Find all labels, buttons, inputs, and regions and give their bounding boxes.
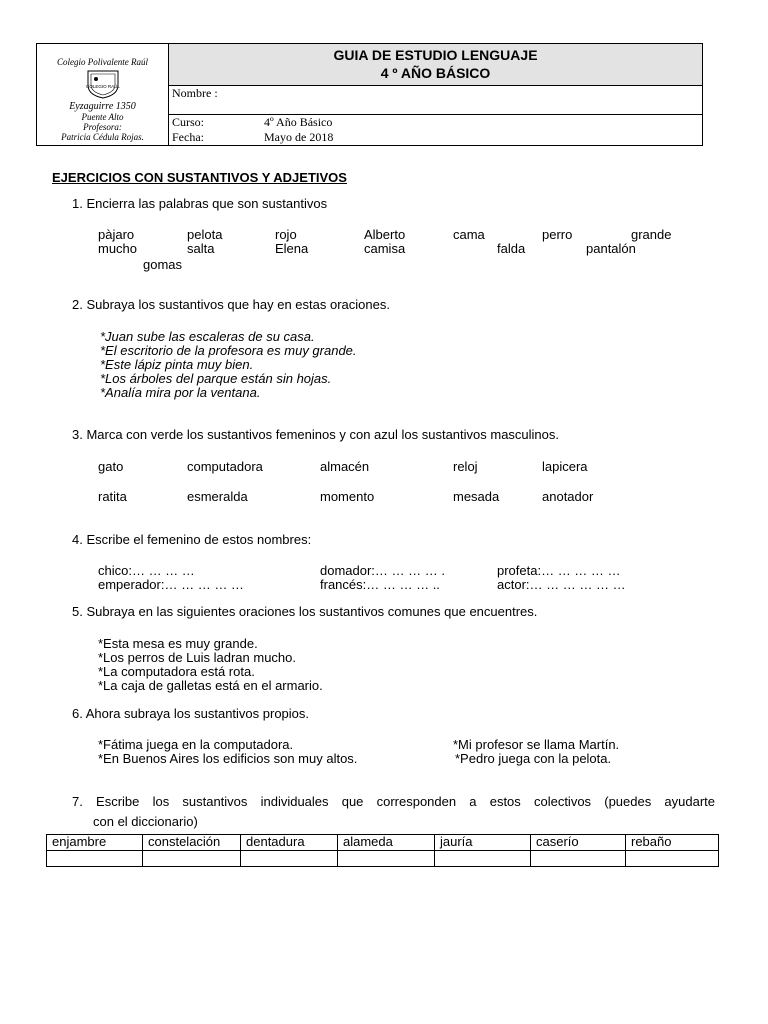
q1-word: gomas (143, 257, 183, 272)
logo-text: COLEGIO RAÚL (86, 84, 120, 89)
question-2: 2. Subraya los sustantivos que hay en estas oraciones. (72, 297, 390, 312)
q1-word: falda (497, 241, 526, 256)
collectives-table (46, 834, 719, 867)
question-7-line-1: 7. Escribe los sustantivos individuales que corresponden a estos colectivos (puedes ayudarte (72, 794, 715, 809)
q4-item: francés:… … … … .. (320, 577, 440, 592)
q1-word: rojo (275, 227, 297, 242)
course-value: 4º Año Básico (264, 115, 333, 129)
name-row (169, 86, 702, 115)
q1-word: perro (542, 227, 573, 242)
q2-sentence: *Este lápiz pinta muy bien. (100, 357, 254, 372)
q1-word: mucho (98, 241, 138, 256)
q6-sentence: *Fátima juega en la computadora. (98, 737, 294, 752)
question-4: 4. Escribe el femenino de estos nombres: (72, 532, 312, 547)
answer-cell[interactable] (47, 851, 143, 867)
question-1: 1. Encierra las palabras que son sustantivos (72, 196, 328, 211)
q4-item: chico:… … … … (98, 563, 195, 578)
q1-word: salta (187, 241, 215, 256)
collective-cell: alameda (338, 835, 435, 851)
collective-cell: caserío (531, 835, 626, 851)
q5-sentence: *Los perros de Luis ladran mucho. (98, 650, 297, 665)
question-5: 5. Subraya en las siguientes oraciones los sustantivos comunes que encuentres. (72, 604, 538, 619)
q1-word: pàjaro (98, 227, 135, 242)
section-title: EJERCICIOS CON SUSTANTIVOS Y ADJETIVOS (52, 170, 347, 185)
q6-sentence: *Pedro juega con la pelota. (455, 751, 612, 766)
course-label: Curso: (172, 115, 205, 129)
q1-word: grande (631, 227, 672, 242)
title-line-1: GUIA DE ESTUDIO LENGUAJE (333, 47, 538, 63)
q1-word: pantalón (586, 241, 636, 256)
q3-word: reloj (453, 459, 478, 474)
q3-word: esmeralda (187, 489, 248, 504)
collective-cell: rebaño (626, 835, 719, 851)
collectives-header-row (47, 835, 719, 851)
school-logo-icon (85, 69, 121, 99)
answer-cell[interactable] (435, 851, 531, 867)
q3-word: mesada (453, 489, 500, 504)
q1-word: cama (453, 227, 485, 242)
date-value: Mayo de 2018 (264, 130, 334, 144)
q1-word: Alberto (364, 227, 406, 242)
school-city: Puente Alto (81, 112, 124, 122)
school-address: Eyzaguirre 1350 (69, 101, 136, 112)
q3-word: ratita (98, 489, 127, 504)
q3-word: computadora (187, 459, 263, 474)
teacher-label: Profesora: (83, 122, 122, 132)
teacher-name: Patricia Cédula Rojas. (61, 132, 144, 142)
q3-word: lapicera (542, 459, 588, 474)
date-label: Fecha: (172, 130, 204, 144)
header-table (36, 43, 703, 146)
collective-cell: constelación (143, 835, 241, 851)
answer-cell[interactable] (338, 851, 435, 867)
q3-word: gato (98, 459, 124, 474)
answer-cell[interactable] (531, 851, 626, 867)
q5-sentence: *Esta mesa es muy grande. (98, 636, 258, 651)
title-cell (169, 44, 702, 86)
title-line-2: 4 º AÑO BÁSICO (380, 65, 491, 81)
q4-item: emperador:… … … … … (98, 577, 244, 592)
q2-sentence: *Analía mira por la ventana. (100, 385, 261, 400)
q3-word: momento (320, 489, 375, 504)
q4-item: domador:… … … … . (320, 563, 445, 578)
q6-sentence: *En Buenos Aires los edificios son muy altos. (98, 751, 358, 766)
course-date-row (169, 115, 702, 145)
q1-word: Elena (275, 241, 309, 256)
answer-row (47, 851, 719, 867)
q2-sentence: *Los árboles del parque están sin hojas. (100, 371, 332, 386)
question-3: 3. Marca con verde los sustantivos femeninos y con azul los sustantivos masculinos. (72, 427, 560, 442)
q5-sentence: *La caja de galletas está en el armario. (98, 678, 323, 693)
q2-sentence: *Juan sube las escaleras de su casa. (100, 329, 315, 344)
q6-sentence: *Mi profesor se llama Martín. (453, 737, 620, 752)
name-label: Nombre : (172, 86, 218, 100)
q3-word: almacén (320, 459, 370, 474)
collective-cell: dentadura (241, 835, 338, 851)
school-name: Colegio Polivalente Raúl (57, 57, 148, 67)
collective-cell: jauría (435, 835, 531, 851)
school-info-cell (37, 44, 169, 145)
q5-sentence: *La computadora está rota. (98, 664, 255, 679)
q3-word: anotador (542, 489, 594, 504)
answer-cell[interactable] (241, 851, 338, 867)
collective-cell: enjambre (47, 835, 143, 851)
q4-item: actor:… … … … … … (497, 577, 626, 592)
answer-cell[interactable] (626, 851, 719, 867)
q4-item: profeta:… … … … … (497, 563, 621, 578)
answer-cell[interactable] (143, 851, 241, 867)
q1-word: pelota (187, 227, 223, 242)
question-6: 6. Ahora subraya los sustantivos propios. (72, 706, 310, 721)
q1-word: camisa (364, 241, 406, 256)
question-7-line-2: con el diccionario) (93, 814, 198, 829)
q2-sentence: *El escritorio de la profesora es muy grande. (100, 343, 357, 358)
